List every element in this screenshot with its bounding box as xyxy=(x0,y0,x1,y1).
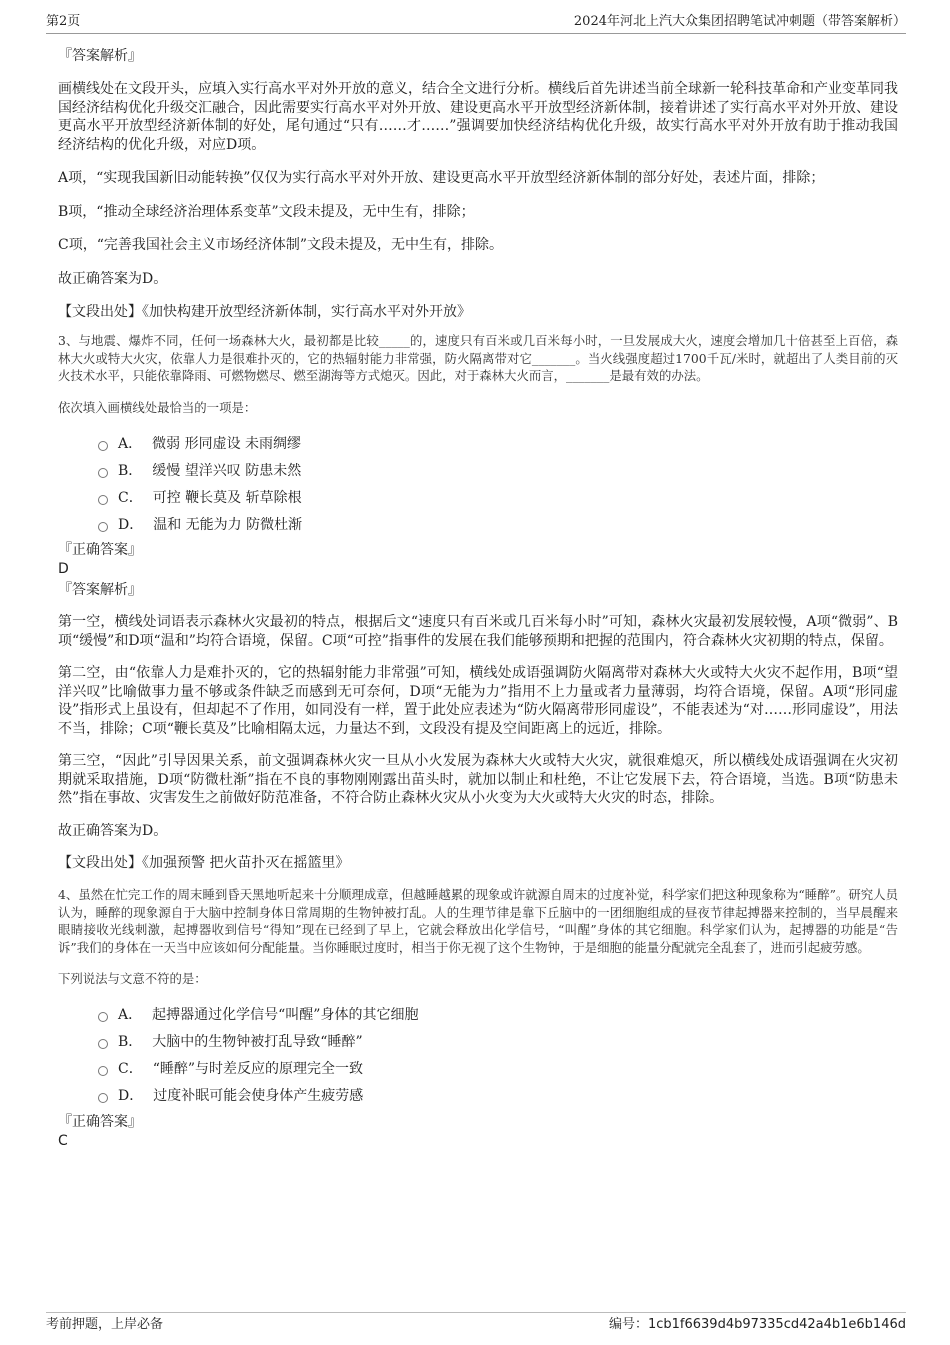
q3-option-a[interactable]: A． 微弱 形同虚设 未雨绸缪 xyxy=(98,430,898,457)
q3-stem: 3、与地震、爆炸不同，任何一场森林大火，最初都是比较_____的，速度只有百米或几百米每小时，一旦发展成大火，速度会增加几十倍甚至上百倍，森林大火或特大火灾，依靠人力是很难扑灭的，它的热辐射能力非常强，防火隔离带对它_______。当火线强度超过1700千瓦/米时，就超出了人类目前的灭火技术水平，只能依靠降雨、可燃物燃尽、燃至湖海等方式熄灭。因此，对于森林大火而言，_______是最有效的办法。 xyxy=(58,333,898,383)
q4-option-b[interactable]: B． 大脑中的生物钟被打乱导致“睡醉” xyxy=(98,1029,898,1056)
radio-icon[interactable] xyxy=(98,468,108,478)
q4-prompt: 下列说法与文意不符的是： xyxy=(58,971,207,986)
radio-icon[interactable] xyxy=(98,441,108,451)
q4-option-c[interactable]: C． “睡醉”与时差反应的原理完全一致 xyxy=(98,1056,898,1083)
q2-analysis-para1: 画横线处在文段开头，应填入实行高水平对外开放的意义，结合全文进行分析。横线后首先讲述当前全球新一轮科技革命和产业变革同我国经济结构优化升级交汇融合，因此需要实行高水平对外开放、建设更高水平开放型经济新体制，接着讲述了实行高水平对外开放、建设更高水平开放型经济新体制的好处，尾句通过“只有……才……”强调要加快经济结构优化升级，故实行高水平对外开放有助于推动我国经济结构的优化升级，对应D项。 xyxy=(58,81,898,153)
q4-answer: C xyxy=(58,1132,68,1149)
footer-code-block xyxy=(609,1316,906,1334)
q3-answer: D xyxy=(58,561,69,577)
q4-options xyxy=(98,1002,898,1110)
q4-option-d[interactable]: D． 过度补眠可能会使身体产生疲劳感 xyxy=(98,1083,898,1110)
q4-answer-tag: 『正确答案』 xyxy=(58,1113,142,1130)
document-title: 2024年河北上汽大众集团招聘笔试冲刺题（带答案解析） xyxy=(573,14,906,29)
page-footer xyxy=(46,1312,906,1333)
page-header xyxy=(46,13,906,34)
q4-stem: 4、虽然在忙完工作的周末睡到昏天黑地听起来十分顺理成章，但越睡越累的现象或许就源自周末的过度补觉，科学家们把这种现象称为“睡醉”。研究人员认为，睡醉的现象源自于大脑中控制身体日常周期的生物钟被打乱。人的生理节律是靠下丘脑中的一团细胞组成的昼夜节律起搏器来控制的，当早晨醒来眼睛接收光线刺激，起搏器收到信号“得知”现在已经到了早上，它就会释放出化学信号，“叫醒”身体的其它细胞。科学家们认为，起搏器的功能是“告诉”我们的身体在一天当中应该如何分配能量。当你睡眠过度时，相当于你无视了这个生物钟，于是细胞的能量分配就完全乱套了，进而引起疲劳感。 xyxy=(58,887,898,955)
q3-options xyxy=(98,430,898,538)
radio-icon[interactable] xyxy=(98,522,108,532)
q2-source: 【文段出处】《加快构建开放型经济新体制，实行高水平对外开放》 xyxy=(58,304,471,320)
q3-option-b[interactable]: B． 缓慢 望洋兴叹 防患未然 xyxy=(98,457,898,484)
q2-conclusion: 故正确答案为D。 xyxy=(58,270,168,287)
q3-answer-tag: 『正确答案』 xyxy=(58,542,142,558)
footer-slogan: 考前押题，上岸必备 xyxy=(46,1317,164,1332)
q3-option-c[interactable]: C． 可控 鞭长莫及 斩草除根 xyxy=(98,484,898,511)
q3-option-d[interactable]: D． 温和 无能为力 防微杜渐 xyxy=(98,511,898,538)
radio-icon[interactable] xyxy=(98,1039,108,1049)
radio-icon[interactable] xyxy=(98,1066,108,1076)
q2-analysis-para4: C项，“完善我国社会主义市场经济体制”文段未提及，无中生有，排除。 xyxy=(58,237,504,253)
q3-conclusion: 故正确答案为D。 xyxy=(58,822,168,839)
page-number: 第2页 xyxy=(46,14,81,29)
q3-analysis-tag: 『答案解析』 xyxy=(58,582,142,598)
document-body xyxy=(58,46,898,1150)
q3-analysis-para3: 第三空，“因此”引导因果关系，前文强调森林火灾一旦从小火发展为森林大火或特大火灾，就很难熄灭，所以横线处成语强调在火灾初期就采取措施，D项“防微杜渐”指在不良的事物刚刚露出苗头时，就加以制止和杜绝，不让它发展下去，符合语境，当选。B项“防患未然”指在事故、灾害发生之前做好防范准备，不符合防止森林火灾从小火变为大火或特大火灾的时态，排除。 xyxy=(58,753,898,806)
radio-icon[interactable] xyxy=(98,1093,108,1103)
q4-option-a[interactable]: A． 起搏器通过化学信号“叫醒”身体的其它细胞 xyxy=(98,1002,898,1029)
q3-analysis-para2: 第二空，由“依靠人力是难扑灭的，它的热辐射能力非常强”可知，横线处成语强调防火隔离带对森林大火或特大火灾不起作用，B项“望洋兴叹”比喻做事力量不够或条件缺乏而感到无可奈何，D项“无能为力”指用不上力量或者力量薄弱，均符合语境，保留。A项“形同虚设”指形式上虽设有，但却起不了作用，如同没有一样，置于此处应表述为“防火隔离带形同虚设”，不能表述为“对……形同虚设”，用法不当，排除；C项“鞭长莫及”比喻相隔太远，力量达不到，文段没有提及空间距离上的远近，排除。 xyxy=(58,665,898,737)
q3-source: 【文段出处】《加强预警 把火苗扑灭在摇篮里》 xyxy=(58,855,350,871)
radio-icon[interactable] xyxy=(98,495,108,505)
footer-code-label: 编号： xyxy=(608,1317,648,1332)
q2-analysis-tag: 『答案解析』 xyxy=(58,48,142,64)
q3-prompt: 依次填入画横线处最恰当的一项是： xyxy=(58,399,257,415)
q2-analysis-para3: B项，“推动全球经济治理体系变革”文段未提及，无中生有，排除； xyxy=(58,203,475,220)
q2-analysis-para2: A项，“实现我国新旧动能转换”仅仅为实行高水平对外开放、建设更高水平开放型经济新体制的部分好处，表述片面，排除； xyxy=(58,170,825,186)
q3-analysis-para1: 第一空，横线处词语表示森林火灾最初的特点，根据后文“速度只有百米或几百米每小时”可知，森林火灾最初发展较慢，A项“微弱”、B项“缓慢”和D项“温和”均符合语境，保留。C项“可控”指事件的发展在我们能够预期和把握的范围内，符合森林火灾初期的特点，保留。 xyxy=(58,614,898,649)
footer-code: 1cb1f6639d4b97335cd42a4b1e6b146d xyxy=(647,1317,906,1332)
radio-icon[interactable] xyxy=(98,1012,108,1022)
